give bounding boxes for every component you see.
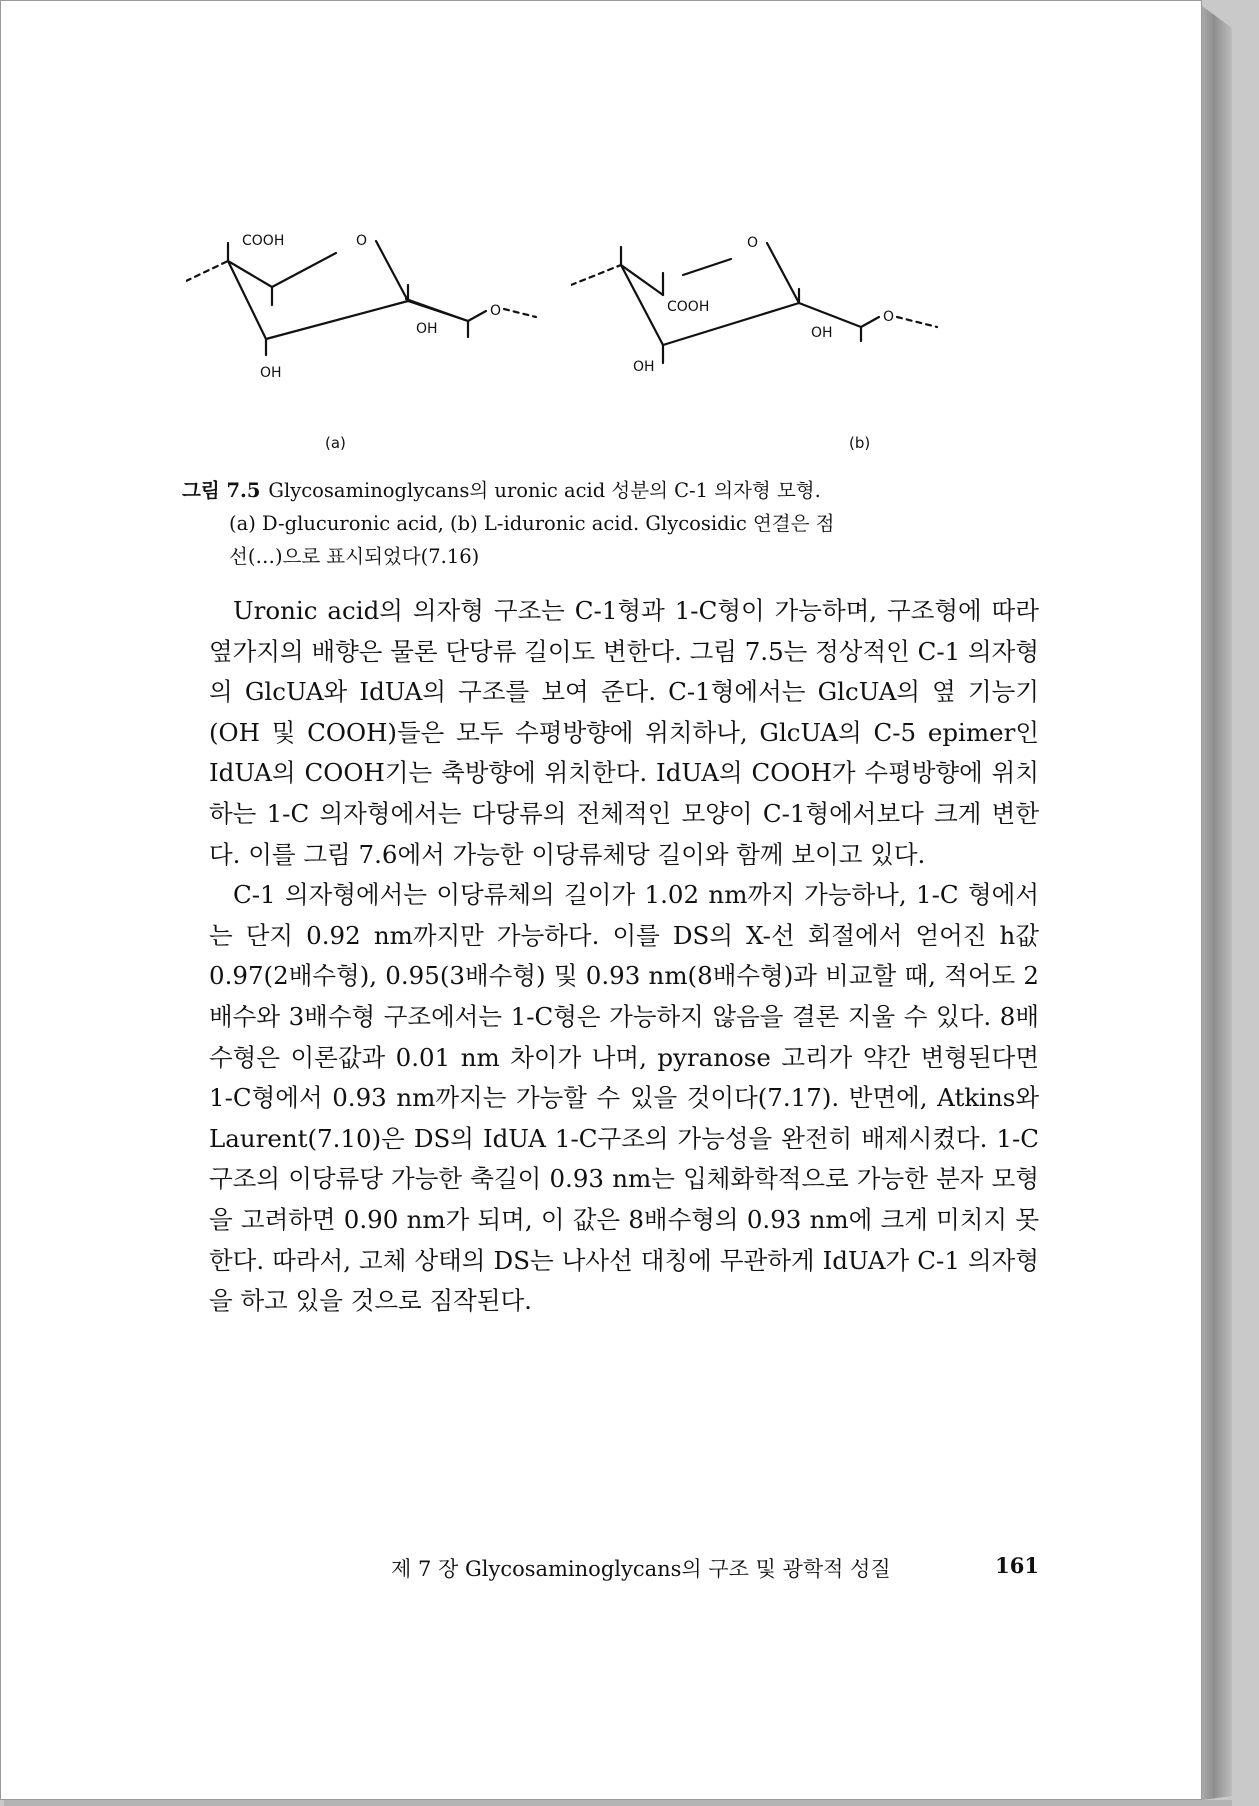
figure-number: 그림 7.5: [182, 479, 261, 502]
cooh-label-a: COOH: [242, 233, 285, 249]
glycosidic-oxygen-a: O: [490, 303, 502, 319]
oh-outer-b: OH: [633, 359, 655, 375]
oh-inner-a: OH: [416, 321, 438, 337]
glycosidic-oxygen-b: O: [883, 309, 895, 325]
paragraph-1: Uronic acid의 의자형 구조는 C-1형과 1-C형이 가능하며, 구조형에 따라 옆가지의 배향은 물론 단당류 길이도 변한다. 그림 7.5는 정상적인 C-1 의자형의 GlcUA와 IdUA의 구조를 보여 준다. C-1형에서는 GlcUA의 옆 기능기(OH 및 COOH)들은 모두 수평방향에 위치하나, GlcUA의 C-5 epimer인 IdUA의 COOH기는 축방향에 위치한다. IdUA의 COOH가 수평방향에 위치하는 1-C 의자형에서는 다당류의 전체적인 모양이 C-1형에서보다 크게 변한다. 이를 그림 7.6에서 가능한 이당류체당 길이와 함께 보이고 있다.: [209, 596, 1039, 869]
structure-a-glucuronic: [186, 231, 566, 381]
oh-inner-b: OH: [811, 325, 833, 341]
figure-label-a: (a): [325, 434, 346, 452]
running-head: 제 7 장 Glycosaminoglycans의 구조 및 광학적 성질: [391, 1557, 891, 1581]
figure-label-b: (b): [849, 434, 871, 452]
caption-line-1: Glycosaminoglycans의 uronic acid 성분의 C-1 의자형 모형.: [268, 479, 821, 502]
caption-line-3: 선(…)으로 표시되었다(7.16): [229, 545, 480, 568]
page-bottom-shadow: [4, 1800, 1232, 1806]
oh-outer-a: OH: [260, 365, 282, 381]
page-number: 161: [995, 1553, 1039, 1578]
caption-line-2: (a) D-glucuronic acid, (b) L-iduronic acid. Glycosidic 연결은 점: [229, 512, 835, 535]
cooh-label-b: COOH: [667, 299, 710, 315]
uronic-acid-figure: [186, 231, 1066, 471]
ring-oxygen-b: O: [747, 235, 759, 251]
page-edge-shadow: [1202, 6, 1232, 1800]
body-text: [209, 591, 1039, 1322]
page-footer: [391, 1553, 1039, 1583]
paragraph-2: C-1 의자형에서는 이당류체의 길이가 1.02 nm까지 가능하나, 1-C 형에서는 단지 0.92 nm까지만 가능하다. 이를 DS의 X-선 회절에서 얻어진 h값 0.97(2배수형), 0.95(3배수형) 및 0.93 nm(8배수형)과 비교할 때, 적어도 2배수와 3배수형 구조에서는 1-C형은 가능하지 않음을 결론 지울 수 있다. 8배수형은 이론값과 0.01 nm 차이가 나며, pyranose 고리가 약간 변형된다면 1-C형에서 0.93 nm까지는 가능할 수 있을 것이다(7.17). 반면에, Atkins와 Laurent(7.10)은 DS의 IdUA 1-C구조의 가능성을 완전히 배제시켰다. 1-C 구조의 이당류당 가능한 축길이 0.93 nm는 입체화학적으로 가능한 분자 모형을 고려하면 0.90 nm가 되며, 이 값은 8배수형의 0.93 nm에 크게 미치지 못한다. 따라서, 고체 상태의 DS는 나사선 대칭에 무관하게 IdUA가 C-1 의자형을 하고 있을 것으로 짐작된다.: [209, 880, 1039, 1316]
figure-caption: [182, 474, 1034, 573]
structure-b-iduronic: [571, 231, 956, 381]
ring-oxygen-a: O: [356, 233, 368, 249]
